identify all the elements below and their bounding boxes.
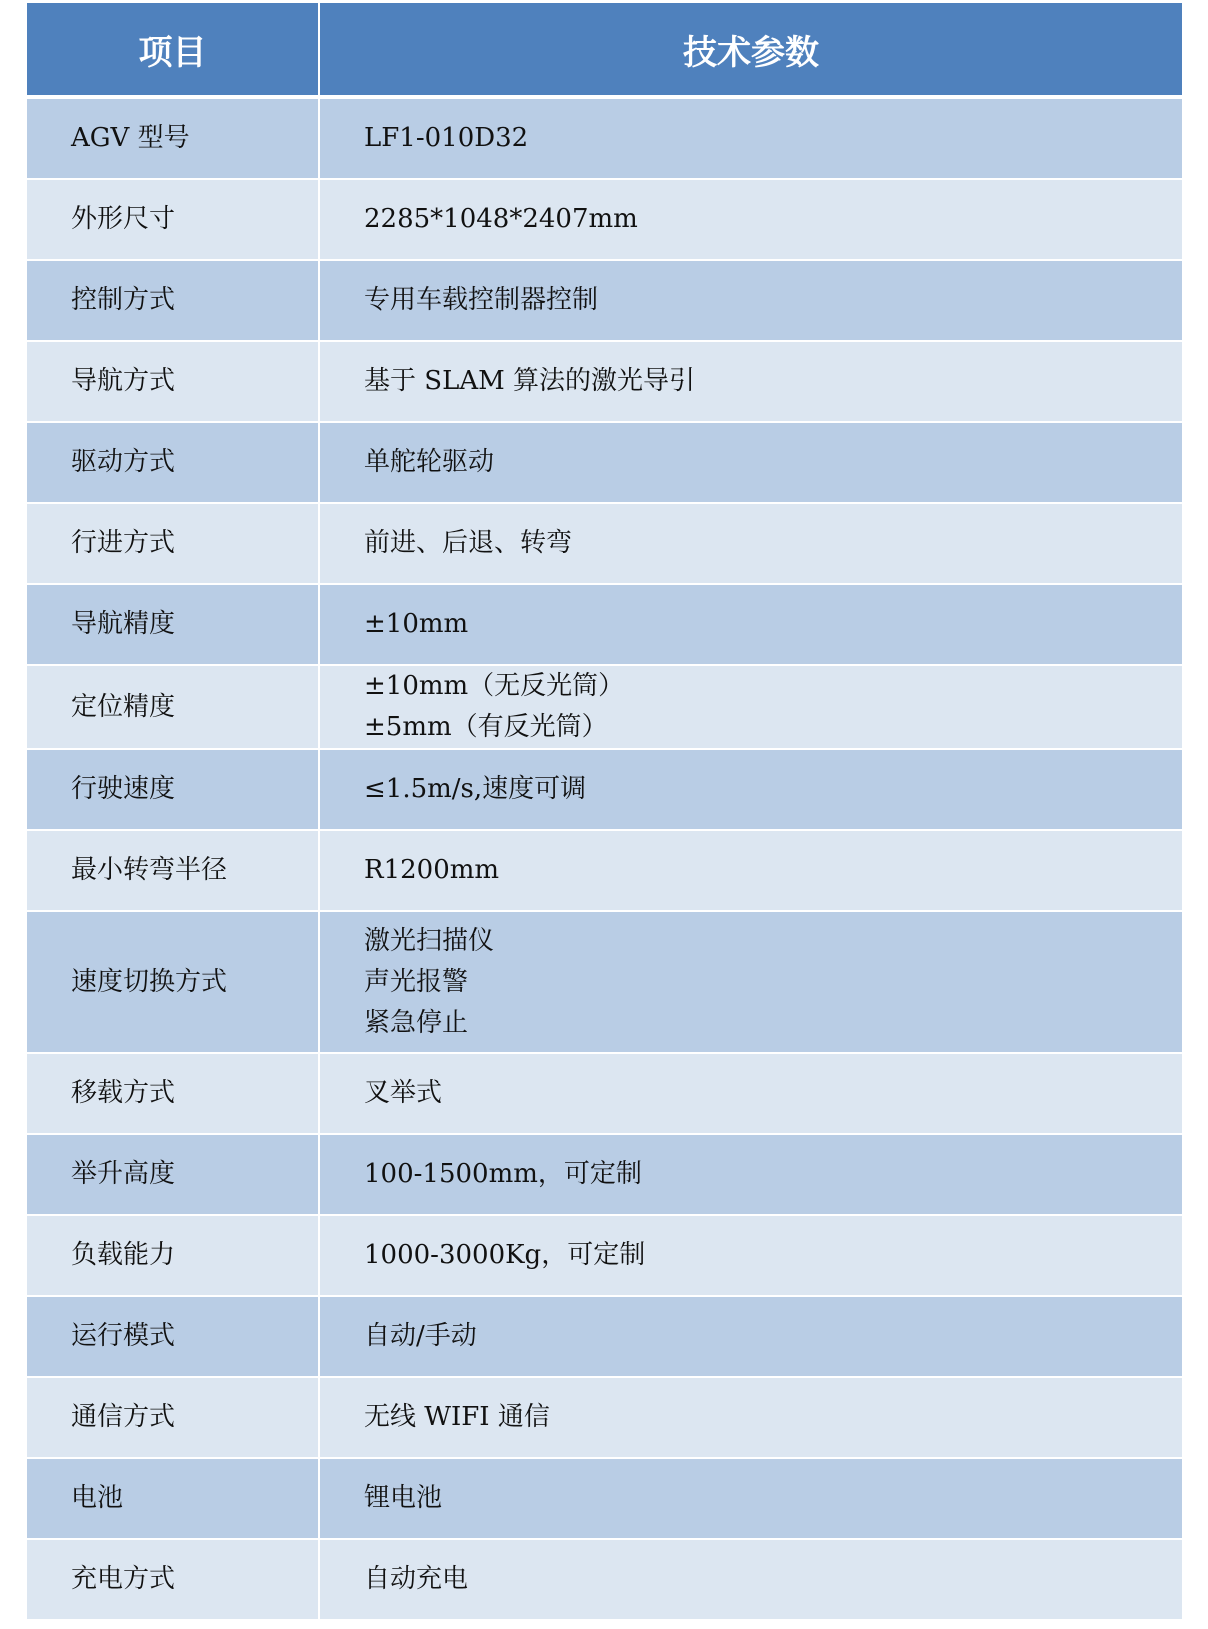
row-value-line: 100-1500mm，可定制 bbox=[364, 1159, 642, 1189]
row-label: 控制方式 bbox=[27, 260, 319, 341]
row-value-line: 声光报警 bbox=[364, 966, 469, 997]
row-value bbox=[319, 1377, 1182, 1458]
row-value-line: ±5mm（有反光筒） bbox=[364, 712, 608, 742]
table-header-row bbox=[27, 3, 1182, 97]
row-value bbox=[319, 830, 1182, 911]
row-label: 运行模式 bbox=[27, 1296, 319, 1377]
row-value-line: 自动充电 bbox=[364, 1564, 469, 1594]
row-value bbox=[319, 1539, 1182, 1620]
row-value-line: 2285*1048*2407mm bbox=[364, 204, 638, 234]
row-label: 速度切换方式 bbox=[27, 911, 319, 1053]
row-value-line: ±10mm（无反光筒） bbox=[364, 671, 625, 701]
row-value bbox=[319, 503, 1182, 584]
row-value-line: 叉举式 bbox=[364, 1078, 443, 1108]
row-label: 举升高度 bbox=[27, 1134, 319, 1215]
row-value bbox=[319, 260, 1182, 341]
row-value-line: 激光扫描仪 bbox=[364, 925, 495, 956]
row-value bbox=[319, 665, 1182, 749]
row-value-line: 1000-3000Kg，可定制 bbox=[364, 1240, 646, 1270]
table-row bbox=[27, 341, 1182, 422]
row-value bbox=[319, 179, 1182, 260]
table-row bbox=[27, 260, 1182, 341]
row-value-line: 单舵轮驱动 bbox=[364, 447, 495, 477]
row-value-line: R1200mm bbox=[364, 855, 500, 885]
table-row bbox=[27, 97, 1182, 179]
table-row bbox=[27, 1053, 1182, 1134]
row-label: 行驶速度 bbox=[27, 749, 319, 830]
row-label: 移载方式 bbox=[27, 1053, 319, 1134]
table-row bbox=[27, 830, 1182, 911]
row-value-line: 锂电池 bbox=[364, 1483, 443, 1513]
row-value-line: 紧急停止 bbox=[364, 1007, 469, 1038]
row-label: AGV 型号 bbox=[27, 97, 319, 179]
row-label: 通信方式 bbox=[27, 1377, 319, 1458]
row-value-line: ≤1.5m/s,速度可调 bbox=[364, 774, 587, 804]
table-body bbox=[27, 97, 1182, 1620]
row-value bbox=[319, 422, 1182, 503]
table-row bbox=[27, 1539, 1182, 1620]
row-label: 驱动方式 bbox=[27, 422, 319, 503]
row-value bbox=[319, 341, 1182, 422]
table-row bbox=[27, 1296, 1182, 1377]
row-value bbox=[319, 584, 1182, 665]
row-value-line: 无线 WIFI 通信 bbox=[364, 1402, 550, 1432]
table-row bbox=[27, 1134, 1182, 1215]
header-params: 技术参数 bbox=[319, 3, 1182, 97]
row-value bbox=[319, 1458, 1182, 1539]
row-value-line: LF1-010D32 bbox=[364, 123, 529, 153]
table-row bbox=[27, 422, 1182, 503]
table-row bbox=[27, 665, 1182, 749]
table-row bbox=[27, 179, 1182, 260]
row-label: 负载能力 bbox=[27, 1215, 319, 1296]
row-value-line: 自动/手动 bbox=[364, 1321, 477, 1351]
row-value-line: ±10mm bbox=[364, 609, 469, 639]
row-value bbox=[319, 1215, 1182, 1296]
table-row bbox=[27, 584, 1182, 665]
table-row bbox=[27, 1215, 1182, 1296]
row-label: 充电方式 bbox=[27, 1539, 319, 1620]
spec-table bbox=[27, 3, 1182, 1621]
row-label: 定位精度 bbox=[27, 665, 319, 749]
row-value-line: 前进、后退、转弯 bbox=[364, 528, 573, 558]
row-label: 导航方式 bbox=[27, 341, 319, 422]
row-value-line: 基于 SLAM 算法的激光导引 bbox=[364, 366, 696, 396]
header-item: 项目 bbox=[27, 3, 319, 97]
row-label: 最小转弯半径 bbox=[27, 830, 319, 911]
table-row bbox=[27, 1458, 1182, 1539]
table-row bbox=[27, 503, 1182, 584]
row-label: 外形尺寸 bbox=[27, 179, 319, 260]
table-row bbox=[27, 749, 1182, 830]
row-value bbox=[319, 911, 1182, 1053]
row-value bbox=[319, 97, 1182, 179]
row-value bbox=[319, 1053, 1182, 1134]
row-label: 电池 bbox=[27, 1458, 319, 1539]
table-row bbox=[27, 1377, 1182, 1458]
row-value-line: 专用车载控制器控制 bbox=[364, 285, 599, 315]
spec-table-container bbox=[27, 3, 1182, 1621]
table-row bbox=[27, 911, 1182, 1053]
row-label: 行进方式 bbox=[27, 503, 319, 584]
row-value bbox=[319, 749, 1182, 830]
row-value bbox=[319, 1296, 1182, 1377]
row-label: 导航精度 bbox=[27, 584, 319, 665]
row-value bbox=[319, 1134, 1182, 1215]
